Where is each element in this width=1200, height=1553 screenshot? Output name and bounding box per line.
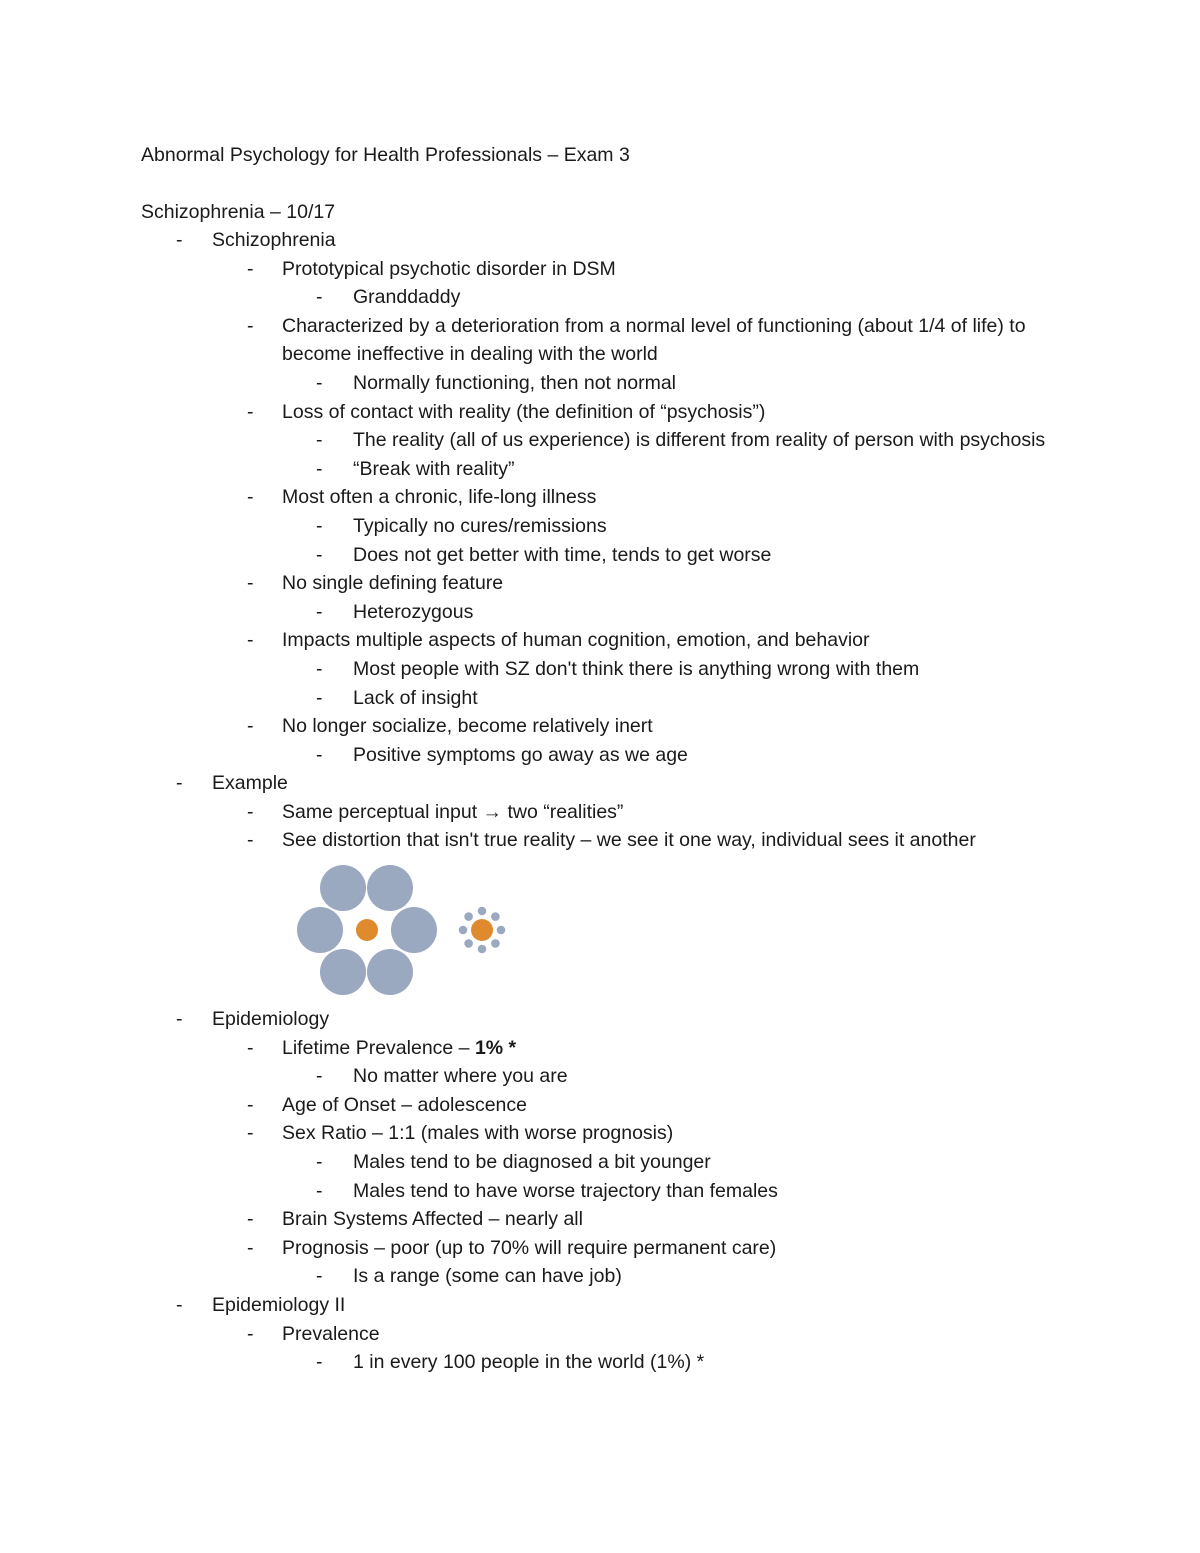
outline-item-level-3: [0, 1262, 1200, 1291]
outline-item-level-2: [0, 1119, 1200, 1148]
bullet-dash: -: [316, 600, 323, 623]
outline-item-level-3: [0, 684, 1200, 713]
outline-item-text: [212, 1005, 1200, 1034]
outline-item-label: Granddaddy: [353, 286, 461, 309]
large-surround-circle: [320, 865, 366, 911]
outline-item-level-3: [0, 455, 1200, 484]
outline-item-text: [353, 455, 1053, 484]
outline-item-text: [282, 569, 1052, 598]
outline-item-label: Most often a chronic, life-long illness: [282, 486, 597, 509]
bullet-dash: -: [316, 543, 323, 566]
outline-item-label: Normally functioning, then not normal: [353, 371, 676, 394]
bullet-dash: -: [247, 1322, 254, 1345]
outline-item-label: Is a range (some can have job): [353, 1265, 622, 1288]
outline-item-level-2: [0, 1320, 1200, 1349]
outline-item-level-3: [0, 541, 1200, 570]
outline-item-label: No longer socialize, become relatively inert: [282, 715, 653, 738]
outline-item-level-2: [0, 569, 1200, 598]
outline-item-label: Schizophrenia: [212, 229, 336, 251]
outline-item-text: [282, 1205, 1052, 1234]
outline-item-label: Does not get better with time, tends to get worse: [353, 543, 772, 566]
outline-item-label: Same perceptual input → two “realities”: [282, 800, 624, 823]
outline-item-text: [353, 684, 1053, 713]
bullet-dash: -: [316, 514, 323, 537]
emphasized-value: 1% *: [474, 1036, 517, 1059]
bullet-dash: -: [316, 657, 323, 680]
outline-item-level-2: [0, 798, 1200, 827]
outline-item-label: Impacts multiple aspects of human cognition, emotion, and behavior: [282, 629, 870, 652]
bullet-dash: -: [316, 429, 323, 452]
small-surround-circle: [478, 907, 487, 916]
outline-item-label: Loss of contact with reality (the definition of “psychosis”): [282, 400, 766, 423]
outline-item-text: [282, 1320, 1052, 1349]
outline-item-text: [353, 1177, 1053, 1206]
outline-item-text: [353, 1262, 1053, 1291]
bullet-dash: -: [247, 314, 254, 337]
outline-item-label: No single defining feature: [282, 572, 504, 595]
outline-item-level-3: [0, 512, 1200, 541]
outline-item-level-3: [0, 426, 1200, 455]
outline-item-level-2: [0, 1091, 1200, 1120]
outline-item-label: Example: [212, 772, 288, 795]
outline-item-label: The reality (all of us experience) is different from reality of person with psychosis: [353, 429, 1046, 452]
outline-item-level-3: [0, 1062, 1200, 1091]
outline-item-level-2: [0, 255, 1200, 284]
outline-item-level-2: [0, 398, 1200, 427]
outline-item-text: [282, 255, 1052, 284]
illusion-svg: [0, 855, 1200, 1005]
outline-item-text: [353, 655, 1053, 684]
document-title: Abnormal Psychology for Health Professionals – Exam 3: [141, 144, 630, 166]
outline-item-level-2: [0, 626, 1200, 655]
bullet-outline: [0, 226, 1200, 1377]
outline-item-label: Age of Onset – adolescence: [282, 1093, 527, 1116]
outline-item-level-2: [0, 826, 1200, 855]
outline-item-label: Epidemiology: [212, 1008, 330, 1031]
outline-item-label: Lack of insight: [353, 686, 478, 709]
outline-item-text: [353, 426, 1053, 455]
outline-item-text: [353, 369, 1053, 398]
outline-item-text: [212, 226, 1200, 255]
bullet-dash: -: [176, 229, 183, 251]
outline-item-level-2: [0, 483, 1200, 512]
outline-item-text: [212, 1291, 1200, 1320]
bullet-dash: -: [316, 457, 323, 480]
small-surround-circle: [478, 945, 487, 954]
bullet-dash: -: [316, 743, 323, 766]
outline-item-label: No matter where you are: [353, 1065, 568, 1088]
small-surround-circle: [497, 926, 506, 935]
bullet-dash: -: [247, 257, 254, 280]
outline-item-text: [353, 1348, 1053, 1377]
outline-item-text: [282, 626, 1052, 655]
outline-item-label: See distortion that isn't true reality – we see it one way, individual sees it another: [282, 829, 976, 852]
center-circle-right: [471, 919, 493, 941]
outline-item-label: Prevalence: [282, 1322, 380, 1345]
small-surround-circle: [464, 939, 473, 948]
bullet-dash: -: [176, 772, 183, 795]
bullet-dash: -: [176, 1008, 183, 1031]
bullet-dash: -: [316, 286, 323, 309]
outline-item-label: Brain Systems Affected – nearly all: [282, 1208, 583, 1231]
outline-item-level-2: [0, 1205, 1200, 1234]
bullet-dash: -: [316, 1351, 323, 1374]
outline-item-text: [282, 1091, 1052, 1120]
outline-item-label: “Break with reality”: [353, 457, 515, 480]
bullet-dash: -: [316, 1065, 323, 1088]
ebbinghaus-illusion-figure: [0, 855, 1200, 1005]
large-surround-circle: [297, 907, 343, 953]
large-surround-circle: [367, 865, 413, 911]
outline-item-level-1: [0, 1291, 1200, 1320]
outline-item-level-3: [0, 655, 1200, 684]
bullet-dash: -: [247, 572, 254, 595]
large-surround-circle: [320, 949, 366, 995]
outline-item-label: Prototypical psychotic disorder in DSM: [282, 257, 616, 280]
section-heading: Schizophrenia – 10/17: [141, 201, 336, 223]
large-surround-circle: [367, 949, 413, 995]
outline-item-level-3: [0, 1348, 1200, 1377]
outline-item-text: [353, 741, 1053, 770]
outline-item-text: [212, 769, 1200, 798]
outline-item-label: Prognosis – poor (up to 70% will require permanent care): [282, 1236, 777, 1259]
center-circle-left: [356, 919, 378, 941]
outline-item-text: [282, 1034, 1052, 1063]
outline-item-label: Epidemiology II: [212, 1294, 346, 1316]
bullet-dash: -: [247, 486, 254, 509]
outline-item-level-3: [0, 741, 1200, 770]
outline-item-text: [282, 798, 1052, 827]
outline-item-text: [282, 483, 1052, 512]
bullet-dash: -: [247, 829, 254, 852]
bullet-dash: -: [316, 1179, 323, 1202]
outline-item-label: Positive symptoms go away as we age: [353, 743, 688, 766]
bullet-dash: -: [316, 686, 323, 709]
bullet-dash: -: [247, 715, 254, 738]
outline-item-label: Males tend to be diagnosed a bit younger: [353, 1151, 711, 1174]
outline-item-label: Males tend to have worse trajectory than females: [353, 1179, 778, 1202]
bullet-dash: -: [316, 1151, 323, 1174]
outline-item-level-3: [0, 1148, 1200, 1177]
bullet-dash: -: [247, 1208, 254, 1231]
outline-item-text: [353, 1062, 1053, 1091]
outline-item-level-2: [0, 1034, 1200, 1063]
outline-item-text: [353, 598, 1053, 627]
large-surround-circle: [391, 907, 437, 953]
outline-item-text: [353, 283, 1053, 312]
outline-item-level-3: [0, 369, 1200, 398]
outline-item-text: [353, 541, 1053, 570]
bullet-dash: -: [247, 629, 254, 652]
bullet-dash: -: [247, 1036, 254, 1059]
outline-item-level-3: [0, 283, 1200, 312]
outline-item-level-3: [0, 1177, 1200, 1206]
outline-item-text: [282, 712, 1052, 741]
bullet-dash: -: [247, 400, 254, 423]
outline-item-text: [353, 1148, 1053, 1177]
bullet-dash: -: [316, 1265, 323, 1288]
outline-item-label: Sex Ratio – 1:1 (males with worse prognosis): [282, 1122, 674, 1145]
outline-item-text: [282, 1119, 1052, 1148]
outline-item-level-1: [0, 226, 1200, 255]
bullet-dash: -: [247, 1122, 254, 1145]
outline-item-level-1: [0, 769, 1200, 798]
bullet-dash: -: [247, 800, 254, 823]
small-surround-circle: [491, 912, 500, 921]
small-surround-circle: [491, 939, 500, 948]
outline-item-level-2: [0, 312, 1200, 369]
outline-item-label: 1 in every 100 people in the world (1%) *: [353, 1351, 705, 1374]
outline-item-text: [353, 512, 1053, 541]
bullet-dash: -: [316, 371, 323, 394]
outline-item-text: [282, 826, 1052, 855]
outline-item-label: Typically no cures/remissions: [353, 514, 607, 537]
outline-item-level-3: [0, 598, 1200, 627]
small-surround-circle: [459, 926, 468, 935]
outline-item-level-1: [0, 1005, 1200, 1034]
outline-item-level-2: [0, 712, 1200, 741]
bullet-dash: -: [176, 1294, 183, 1316]
bullet-dash: -: [247, 1093, 254, 1116]
small-surround-circle: [464, 912, 473, 921]
outline-item-text: [282, 1234, 1052, 1263]
outline-item-label: Most people with SZ don't think there is anything wrong with them: [353, 657, 920, 680]
outline-item-label: Characterized by a deterioration from a normal level of functioning (about 1/4 of life) to become ineffective in dealing with the world: [282, 314, 1026, 366]
outline-item-text: [282, 398, 1052, 427]
outline-item-text: [282, 312, 1052, 369]
bullet-dash: -: [247, 1236, 254, 1259]
outline-item-label: Heterozygous: [353, 600, 474, 623]
outline-item-level-2: [0, 1234, 1200, 1263]
outline-item-label: Lifetime Prevalence –: [282, 1036, 475, 1059]
